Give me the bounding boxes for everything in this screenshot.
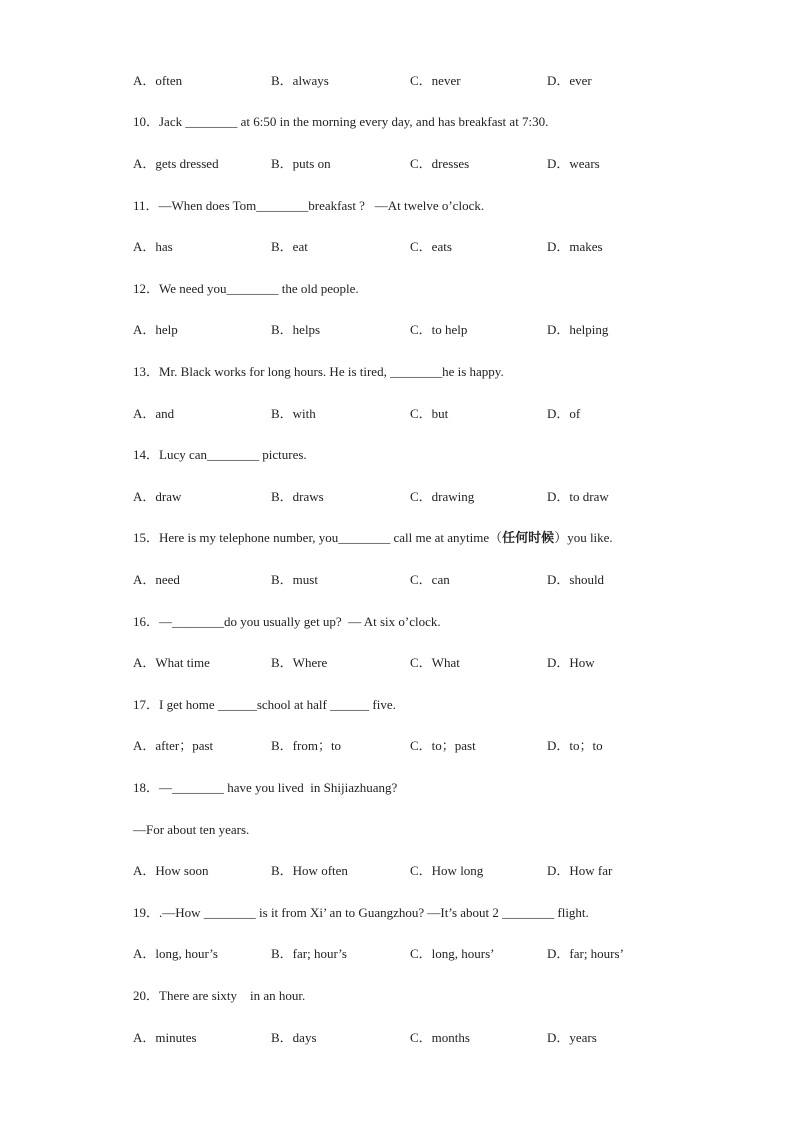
question-stem-16: 16．—________do you usually get up? — At six o’clock.: [133, 614, 441, 629]
question-stem-18: 18．—________ have you lived in Shijiazhuang?: [133, 780, 398, 795]
options-row-q11: [0, 239, 794, 255]
option-c: C．to help: [410, 322, 468, 337]
option-b: B．always: [271, 73, 329, 88]
option-d: D．should: [547, 572, 605, 587]
option-a: A．gets dressed: [133, 156, 219, 171]
option-d: D．years: [547, 1030, 597, 1045]
option-c: C．drawing: [410, 489, 475, 504]
options-row-q18: [0, 863, 794, 879]
option-c: C．long, hours’: [410, 946, 495, 961]
question-stem-17: 17．I get home ______school at half ______ five.: [133, 697, 396, 712]
question-stem-15: [133, 530, 613, 546]
option-d: D．How far: [547, 863, 613, 878]
option-b: B．eat: [271, 239, 308, 254]
option-a: A．draw: [133, 489, 182, 504]
option-b: B．helps: [271, 322, 321, 337]
option-a: A．and: [133, 406, 175, 421]
stem-text-end: ）you like.: [554, 530, 613, 545]
option-c: C．How long: [410, 863, 484, 878]
option-b: B．days: [271, 1030, 317, 1045]
option-b: B．with: [271, 406, 316, 421]
option-d: D．How: [547, 655, 595, 670]
option-a: A．often: [133, 73, 183, 88]
option-b: B．draws: [271, 489, 324, 504]
option-a: A．after；past: [133, 738, 214, 753]
option-d: D．makes: [547, 239, 603, 254]
option-a: A．What time: [133, 655, 210, 670]
option-b: B．from；to: [271, 738, 342, 753]
option-c: C．never: [410, 73, 461, 88]
option-a: A．long, hour’s: [133, 946, 218, 961]
options-row-q12: [0, 322, 794, 338]
question-stem-20: 20．There are sixty in an hour.: [133, 988, 306, 1003]
option-c: C．to；past: [410, 738, 476, 753]
option-c: C．dresses: [410, 156, 470, 171]
question-stem-13: 13．Mr. Black works for long hours. He is tired, ________he is happy.: [133, 364, 504, 379]
options-row-q13: [0, 406, 794, 422]
option-d: D．to draw: [547, 489, 609, 504]
option-d: D．far; hours’: [547, 946, 624, 961]
options-row-q10: [0, 156, 794, 172]
option-d: D．of: [547, 406, 581, 421]
stem-text: 15．Here is my telephone number, you________ call me at anytime（: [133, 530, 503, 545]
option-b: B．Where: [271, 655, 328, 670]
question-stem-14: 14．Lucy can________ pictures.: [133, 447, 307, 462]
option-c: C．What: [410, 655, 460, 670]
question-stem-10: 10．Jack ________ at 6:50 in the morning every day, and has breakfast at 7:30.: [133, 114, 549, 129]
option-b: B．far; hour’s: [271, 946, 347, 961]
option-a: A．How soon: [133, 863, 209, 878]
option-c: C．months: [410, 1030, 470, 1045]
option-a: A．help: [133, 322, 178, 337]
option-d: D．helping: [547, 322, 609, 337]
option-c: C．but: [410, 406, 449, 421]
option-c: C．can: [410, 572, 450, 587]
stem-chinese-gloss: 任何时候: [502, 530, 555, 545]
options-row-q9: [0, 73, 794, 89]
options-row-q19: [0, 946, 794, 962]
options-row-q14: [0, 489, 794, 505]
option-d: D．ever: [547, 73, 592, 88]
option-a: A．need: [133, 572, 180, 587]
question-stem-12: 12．We need you________ the old people.: [133, 281, 359, 296]
question-stem-19: 19．.—How ________ is it from Xi’ an to Guangzhou? —It’s about 2 ________ flight.: [133, 905, 589, 920]
option-a: A．minutes: [133, 1030, 197, 1045]
option-a: A．has: [133, 239, 173, 254]
option-b: B．How often: [271, 863, 348, 878]
question-stem-11: 11．—When does Tom________breakfast ? —At twelve o’clock.: [133, 198, 485, 213]
option-b: B．must: [271, 572, 318, 587]
option-b: B．puts on: [271, 156, 331, 171]
option-c: C．eats: [410, 239, 452, 254]
option-d: D．to；to: [547, 738, 603, 753]
options-row-q20: [0, 1030, 794, 1046]
options-row-q17: [0, 738, 794, 754]
options-row-q15: [0, 572, 794, 588]
options-row-q16: [0, 655, 794, 671]
option-d: D．wears: [547, 156, 600, 171]
question-stem-18-reply: —For about ten years.: [133, 822, 250, 837]
